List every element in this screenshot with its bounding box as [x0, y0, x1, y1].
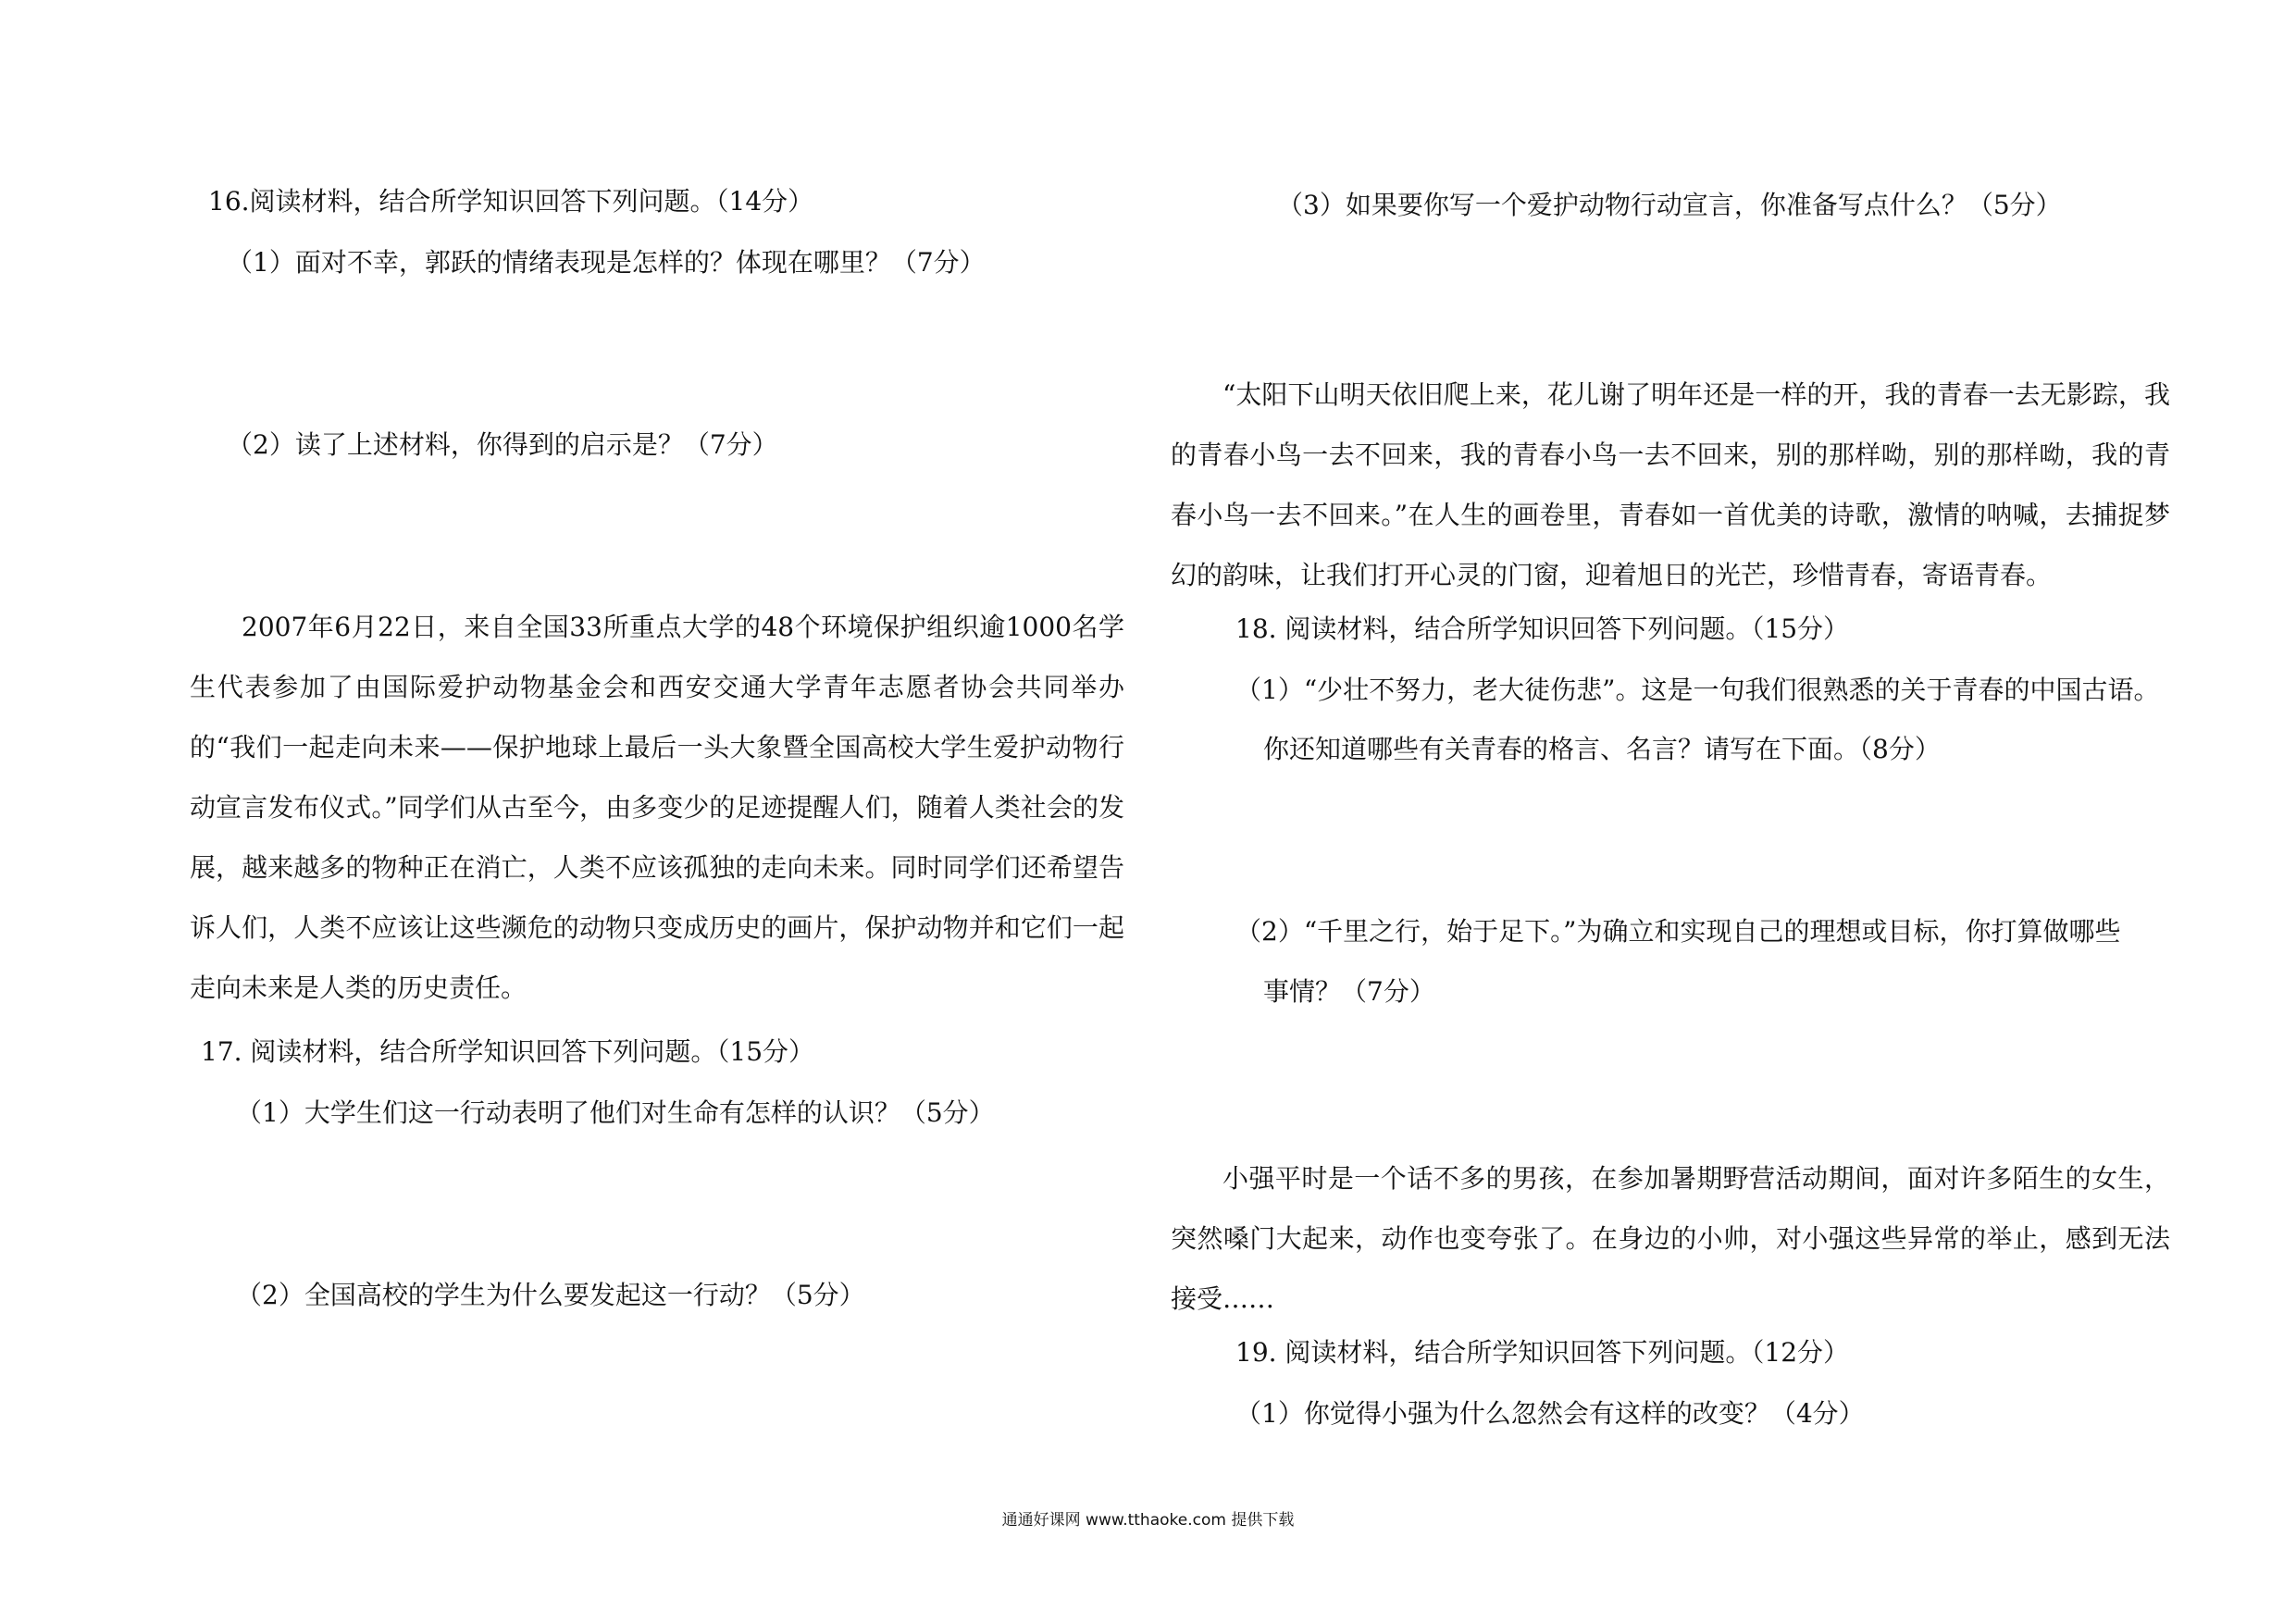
- question-18-sub-2-line-2: 事情？（7分）: [1263, 976, 1435, 1007]
- question-18-sub-2-line-1: （2）“千里之行，始于足下。”为确立和实现自己的理想或目标，你打算做哪些: [1235, 916, 2121, 947]
- question-18-title: 18. 阅读材料，结合所学知识回答下列问题。（15分）: [1235, 613, 1850, 644]
- question-17-sub-3: （3）如果要你写一个爱护动物行动宣言，你准备写点什么？（5分）: [1277, 190, 2062, 220]
- material-17-paragraph: 2007年6月22日，来自全国33所重点大学的48个环境保护组织逾1000名学生代表参加了由国际爱护动物基金会和西安交通大学青年志愿者协会共同举办的“我们一起走向未来——保护地球上最后一头大象暨全国高校大学生爱护动物行动宣言发布仪式。”同学们从古至今，由多变少的足迹提醒人们，随着人类社会的发展，越来越多的物种正在消亡，人类不应该孤独的走向未来。同时同学们还希望告诉人们，人类不应该让这些濒危的动物只变成历史的画片，保护动物并和它们一起走向未来是人类的历史责任。: [190, 612, 1124, 1003]
- question-17-sub-2: （2）全国高校的学生为什么要发起这一行动？（5分）: [236, 1280, 865, 1310]
- question-16-title: 16.阅读材料，结合所学知识回答下列问题。（14分）: [208, 186, 814, 217]
- question-19-title: 19. 阅读材料，结合所学知识回答下列问题。（12分）: [1235, 1337, 1850, 1368]
- question-16-sub-1: （1）面对不幸，郭跃的情绪表现是怎样的？体现在哪里？（7分）: [227, 247, 986, 278]
- question-17-sub-1: （1）大学生们这一行动表明了他们对生命有怎样的认识？（5分）: [236, 1097, 995, 1128]
- material-19-paragraph: 小强平时是一个话不多的男孩，在参加暑期野营活动期间，面对许多陌生的女生，突然嗓门大起来，动作也变夸张了。在身边的小帅，对小强这些异常的举止，感到无法接受……: [1171, 1163, 2170, 1314]
- question-16-sub-2: （2）读了上述材料，你得到的启示是？（7分）: [227, 429, 778, 460]
- question-19-sub-1: （1）你觉得小强为什么忽然会有这样的改变？（4分）: [1235, 1398, 1865, 1429]
- question-17-title: 17. 阅读材料，结合所学知识回答下列问题。（15分）: [201, 1036, 815, 1067]
- question-18-sub-1-line-2: 你还知道哪些有关青春的格言、名言？请写在下面。（8分）: [1263, 734, 1941, 764]
- page-footer: 通通好课网 www.tthaoke.com 提供下载: [1001, 1511, 1295, 1530]
- material-18-paragraph: “太阳下山明天依旧爬上来，花儿谢了明年还是一样的开，我的青春一去无影踪，我的青春小鸟一去不回来，我的青春小鸟一去不回来，别的那样呦，别的那样呦，我的青春小鸟一去不回来。”在人生的画卷里，青春如一首优美的诗歌，激情的呐喊，去捕捉梦幻的韵味，让我们打开心灵的门窗，迎着旭日的光芒，珍惜青春，寄语青春。: [1171, 379, 2170, 590]
- question-18-sub-1-line-1: （1）“少壮不努力，老大徒伤悲”。这是一句我们很熟悉的关于青春的中国古语。: [1235, 675, 2160, 705]
